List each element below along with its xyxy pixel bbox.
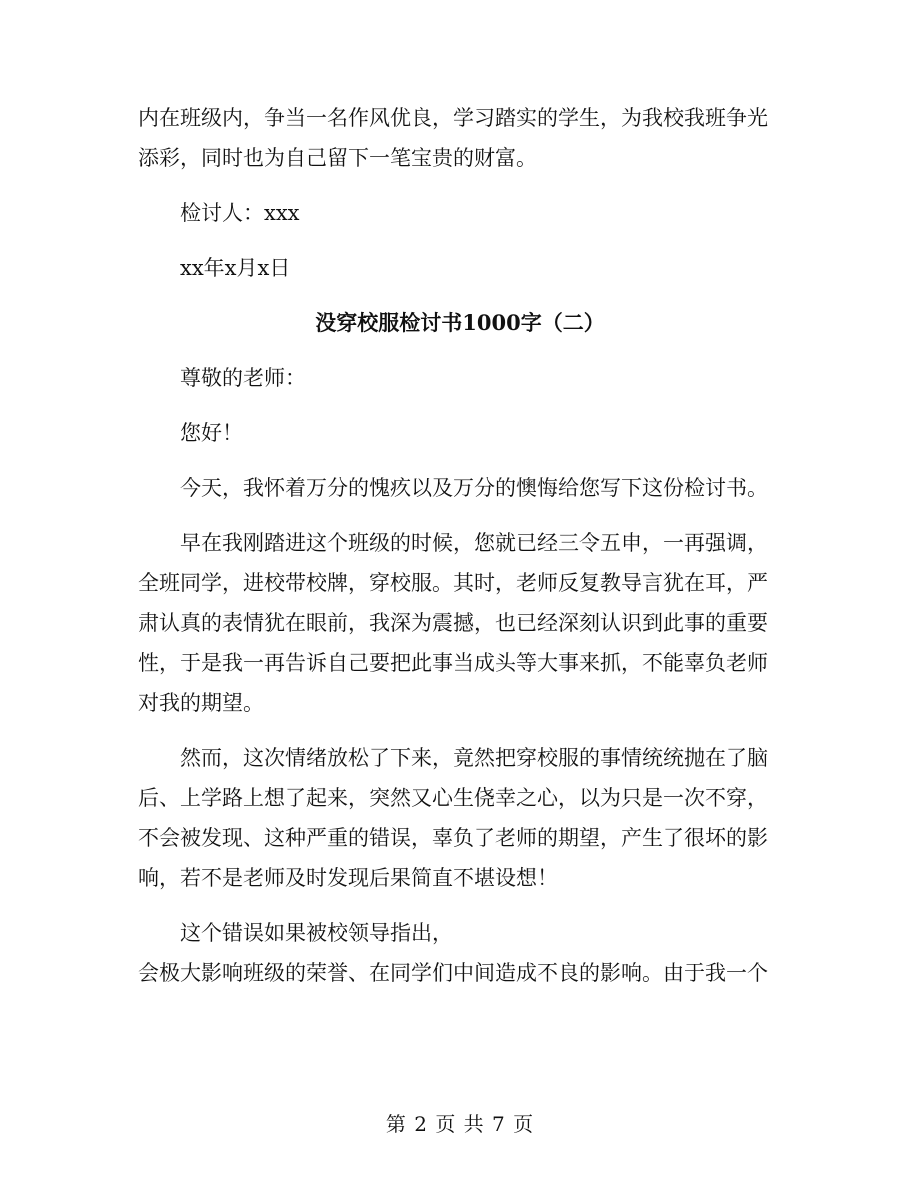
text-line: 后、上学路上想了起来，突然又心生侥幸之心，以为只是一次不穿， [138, 786, 768, 810]
paragraph-continuation [138, 98, 782, 178]
text-line: 肃认真的表情犹在眼前，我深为震撼，也已经深刻认识到此事的重要 [138, 611, 768, 635]
salutation: 尊敬的老师： [180, 366, 306, 390]
text-line: 然而，这次情绪放松了下来，竟然把穿校服的事情统统抛在了脑 [180, 746, 768, 770]
date-line: xx年x月x日 [180, 256, 291, 280]
signer-line: 检讨人：xxx [180, 201, 300, 225]
section-title: 没穿校服检讨书1000字（二） [315, 310, 605, 335]
greeting: 您好！ [180, 421, 243, 445]
paragraph-consequence [138, 913, 782, 993]
text-line: 内在班级内，争当一名作风优良，学习踏实的学生，为我校我班争光 [138, 106, 768, 130]
paragraph-background [138, 523, 782, 723]
text-line: 会极大影响班级的荣誉、在同学们中间造成不良的影响。由于我一个 [138, 961, 768, 985]
text-line: 不会被发现、这种严重的错误，辜负了老师的期望，产生了很坏的影 [138, 826, 768, 850]
paragraph-opening [138, 468, 782, 508]
text-line: 添彩，同时也为自己留下一笔宝贵的财富。 [138, 146, 537, 170]
text-line: 响，若不是老师及时发现后果简直不堪设想！ [138, 866, 558, 890]
text-line: 今天，我怀着万分的愧疚以及万分的懊悔给您写下这份检讨书。 [180, 476, 768, 500]
text-line: 性，于是我一再告诉自己要把此事当成头等大事来抓，不能辜负老师 [138, 651, 768, 675]
page-number-footer: 第 2 页 共 7 页 [385, 1112, 535, 1136]
text-line: 早在我刚踏进这个班级的时候，您就已经三令五申，一再强调， [180, 531, 768, 555]
text-line: 这个错误如果被校领导指出， [180, 921, 453, 945]
text-line: 全班同学，进校带校牌，穿校服。其时，老师反复教导言犹在耳，严 [138, 571, 768, 595]
text-line: 对我的期望。 [138, 691, 264, 715]
document-body [138, 98, 782, 993]
paragraph-mistake [138, 738, 782, 898]
